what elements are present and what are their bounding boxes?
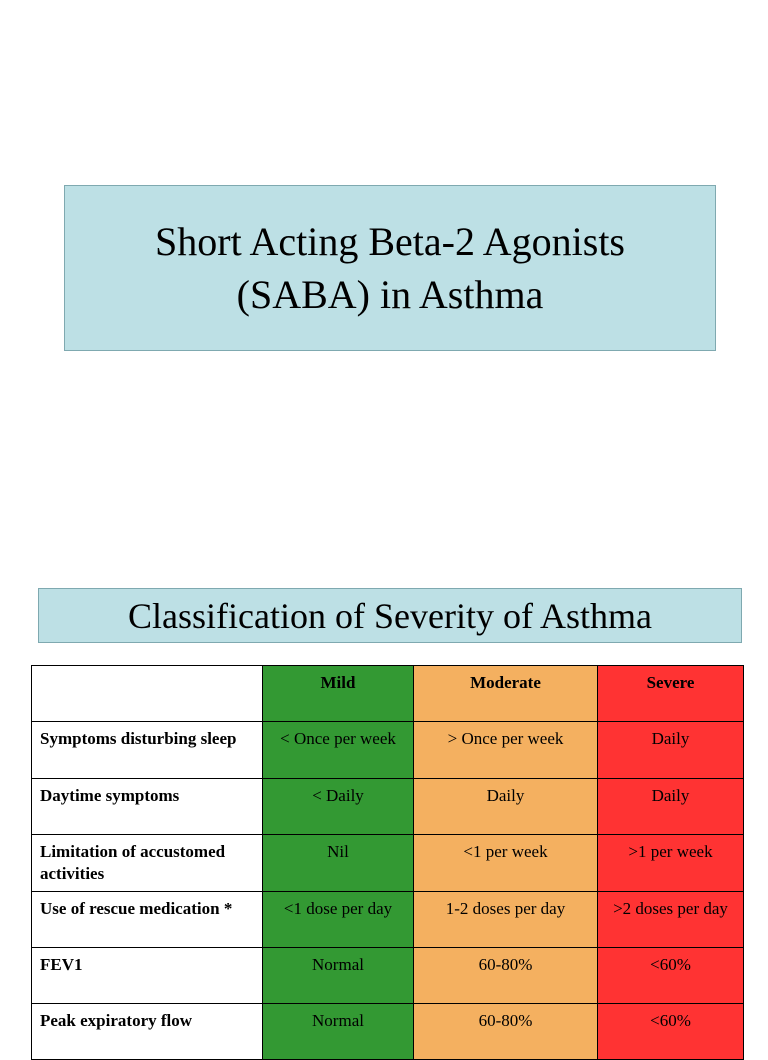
severity-title-box: [38, 588, 742, 643]
row-label: Daytime symptoms: [32, 779, 263, 835]
table-row: [32, 779, 744, 835]
header-moderate: Moderate: [414, 666, 598, 722]
cell-severe: >1 per week: [598, 835, 744, 892]
row-label: FEV1: [32, 948, 263, 1004]
table-header-row: [32, 666, 744, 722]
cell-moderate: 1-2 doses per day: [414, 892, 598, 948]
cell-mild: <1 dose per day: [263, 892, 414, 948]
cell-moderate: <1 per week: [414, 835, 598, 892]
table-row: [32, 722, 744, 779]
cell-mild: Normal: [263, 948, 414, 1004]
cell-severe: <60%: [598, 948, 744, 1004]
header-mild: Mild: [263, 666, 414, 722]
slide-title: [155, 215, 625, 321]
header-empty-cell: [32, 666, 263, 722]
row-label: Peak expiratory flow: [32, 1004, 263, 1060]
cell-mild: < Once per week: [263, 722, 414, 779]
header-severe: Severe: [598, 666, 744, 722]
cell-moderate: 60-80%: [414, 948, 598, 1004]
table-row: [32, 835, 744, 892]
slide-title-line-1: Short Acting Beta-2 Agonists: [155, 219, 625, 264]
slide-title-line-2: (SABA) in Asthma: [236, 272, 544, 317]
cell-moderate: 60-80%: [414, 1004, 598, 1060]
severity-title: Classification of Severity of Asthma: [128, 595, 652, 636]
row-label: Limitation of accustomed activities: [32, 835, 263, 892]
table-row: [32, 948, 744, 1004]
cell-severe: Daily: [598, 779, 744, 835]
cell-mild: < Daily: [263, 779, 414, 835]
table-row: [32, 1004, 744, 1060]
cell-mild: Normal: [263, 1004, 414, 1060]
cell-severe: <60%: [598, 1004, 744, 1060]
table-row: [32, 892, 744, 948]
severity-table: [31, 665, 744, 1060]
row-label: Use of rescue medication *: [32, 892, 263, 948]
slide-title-box: [64, 185, 716, 351]
cell-moderate: Daily: [414, 779, 598, 835]
cell-mild: Nil: [263, 835, 414, 892]
cell-severe: Daily: [598, 722, 744, 779]
cell-moderate: > Once per week: [414, 722, 598, 779]
cell-severe: >2 doses per day: [598, 892, 744, 948]
row-label: Symptoms disturbing sleep: [32, 722, 263, 779]
